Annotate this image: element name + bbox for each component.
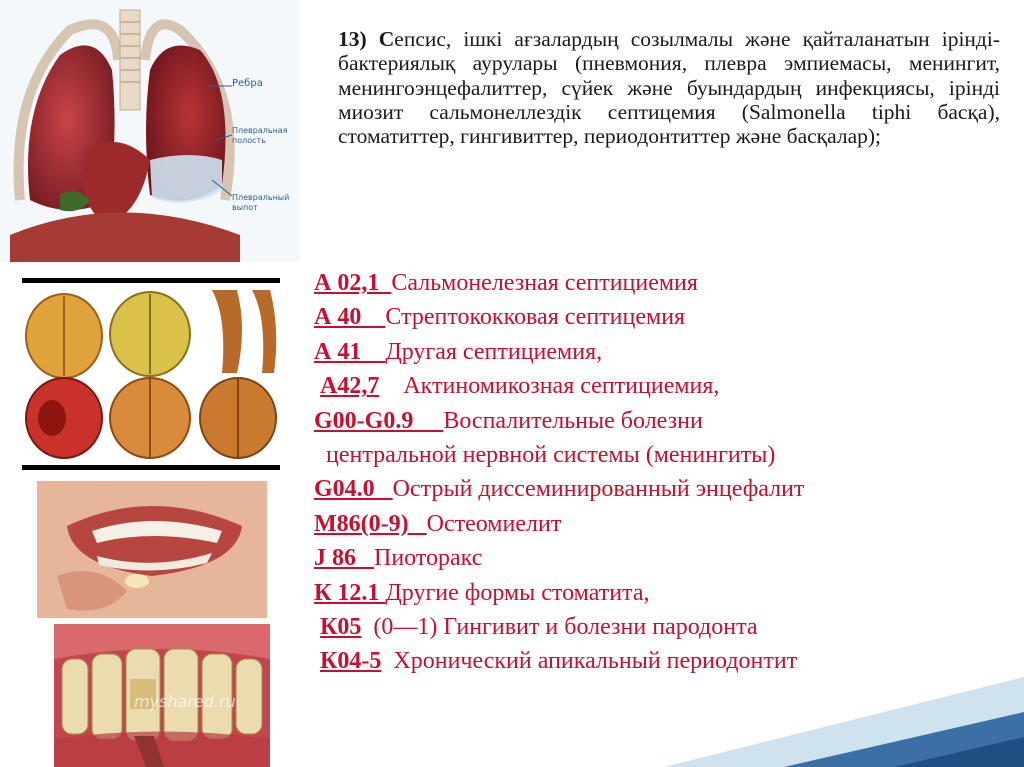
code-line-j86 xyxy=(314,541,1014,575)
label-effusion-2: выпот xyxy=(232,203,258,212)
watermark: myshared.ru xyxy=(134,692,236,711)
mouth-photo xyxy=(37,481,267,618)
code: К 12.1 xyxy=(314,579,386,606)
code: G04.0 xyxy=(314,476,393,503)
code-line-g04 xyxy=(314,472,1014,506)
code-text: Стрептококковая септицемия xyxy=(385,304,686,331)
code: А42,7 xyxy=(320,373,380,400)
code-line-a42 xyxy=(314,369,1014,403)
code-text: Сальмонелезная септициемия xyxy=(391,270,698,296)
code: А 02,1 xyxy=(314,270,392,296)
code-line-a41 xyxy=(314,335,1014,369)
item-number: 13) xyxy=(338,27,367,51)
code-text: Актиномикозная септициемия, xyxy=(379,373,720,400)
code-text: Пиоторакс xyxy=(374,545,483,572)
code-text: (0—1) Гингивит и болезни пародонта xyxy=(361,614,758,641)
code: G00-G0.9 xyxy=(314,407,444,434)
code-line-m86 xyxy=(314,507,1014,541)
code: А 41 xyxy=(314,338,386,365)
label-effusion-1: Плевральный xyxy=(232,193,290,202)
intro-text: епсис, ішкі ағзалардың созылмалы және қайталанатын ірінді-бактериялық аурулары (пневмония, плевра эмпиемасы, менингит, менингоэнцефалиттер, сүйек және буындардың инфекциясы, ірінді миозит сальмонеллездік септицемия (Salmonella tiphi басқа), стоматиттер, гингивиттер, периодонтиттер және басқалар); xyxy=(338,27,1001,149)
intro-paragraph xyxy=(338,27,1000,148)
label-ribs: Ребра xyxy=(232,78,263,89)
teeth-photo xyxy=(54,624,270,767)
code-text: Другая септициемия, xyxy=(385,338,603,365)
code-line-a02 xyxy=(314,266,1014,300)
brains-illustration xyxy=(22,278,280,470)
code-text: Остеомиелит xyxy=(426,510,562,537)
code-text: центральной нервной системы (менингиты) xyxy=(320,442,776,469)
first-letter: С xyxy=(378,27,395,51)
code-line-g00 xyxy=(314,404,1014,438)
code: К05 xyxy=(320,614,362,641)
code-line-k12 xyxy=(314,576,1014,610)
code-line-a40 xyxy=(314,300,1014,334)
code-text: Острый диссеминированный энцефалит xyxy=(392,476,805,503)
code-text: Другие формы стоматита, xyxy=(385,579,650,606)
code-line-k05 xyxy=(314,610,1014,644)
code: J 86 xyxy=(314,545,374,572)
label-cavity-1: Плевральная xyxy=(232,126,288,135)
code-text: Воспалительные болезни xyxy=(443,407,703,434)
lungs-illustration xyxy=(0,0,300,262)
code-text: Хронический апикальный периодонтит xyxy=(381,648,798,675)
code-line-k04 xyxy=(314,644,1014,678)
code-line-g00-cont xyxy=(314,438,1014,472)
code: М86(0-9) xyxy=(314,510,427,537)
label-cavity-2: полость xyxy=(232,136,266,145)
icd-code-list xyxy=(314,266,1014,679)
code: А 40 xyxy=(314,304,386,331)
code: К04-5 xyxy=(320,648,382,675)
